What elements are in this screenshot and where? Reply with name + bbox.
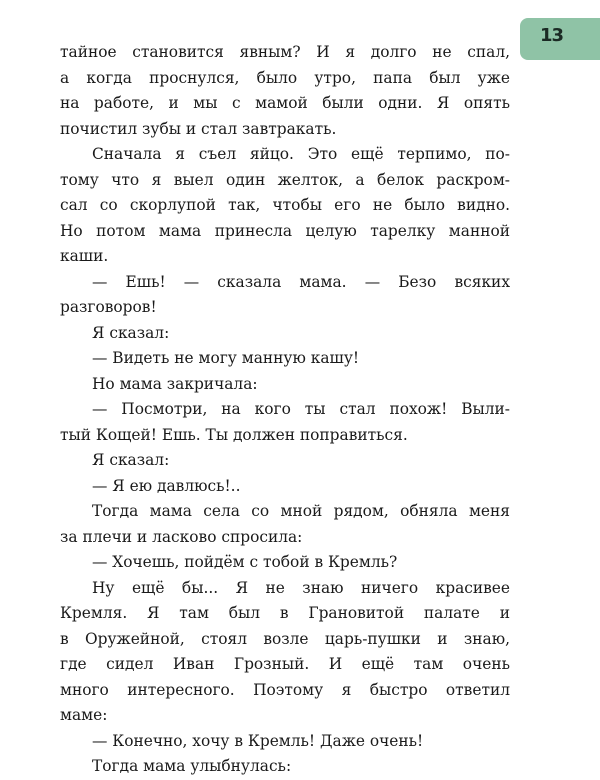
text-line: тайное становится явным? И я долго не спал, [60,43,510,61]
text-line: Я сказал: [92,451,170,469]
text-line: где сидел Иван Грозный. И ещё там очень [60,655,510,673]
text-line: — Хочешь, пойдём с тобой в Кремль? [92,553,398,571]
story-text [60,40,510,780]
text-line: Но мама закричала: [92,374,258,393]
text-line: Ну ещё бы... Я не знаю ничего красивее [92,578,510,597]
text-line: — Посмотри, на кого ты стал похож! Выли- [92,400,510,418]
text-line: Но потом мама принесла целую тарелку манной [60,221,510,240]
text-line: сал со скорлупой так, чтобы его не было видно. [60,196,510,214]
text-line: разговоров! [60,298,157,316]
text-line: почистил зубы и стал завтракать. [60,119,337,138]
text-line: — Ешь! — сказала мама. — Безо всяких [92,272,510,291]
text-line: тому что я выел один желток, а белок раскром- [60,170,510,189]
text-line: Сначала я съел яйцо. Это ещё терпимо, по- [92,145,510,163]
text-line: в Оружейной, стоял возле царь-пушки и знаю, [60,629,510,648]
text-line: — Видеть не могу манную кашу! [92,349,360,367]
text-line: а когда проснулся, было утро, папа был уже [60,68,510,87]
text-line: — Я ею давлюсь!.. [92,476,241,495]
text-line: Кремля. Я там был в Грановитой палате и [60,604,510,622]
text-line: Тогда мама села со мной рядом, обняла меня [92,502,510,520]
text-line: маме: [60,706,108,724]
text-line: Тогда мама улыбнулась: [92,757,292,775]
text-line: на работе, и мы с мамой были одни. Я опять [60,94,510,112]
text-line: — Конечно, хочу в Кремль! Даже очень! [92,731,424,750]
page-number: 13 [540,25,564,46]
page-number-tab [520,18,600,60]
text-line: тый Кощей! Ешь. Ты должен поправиться. [60,425,408,444]
text-line: каши. [60,247,109,265]
text-line: много интересного. Поэтому я быстро ответил [60,680,510,699]
text-line: Я сказал: [92,323,170,342]
text-line: за плечи и ласково спросила: [60,527,303,546]
